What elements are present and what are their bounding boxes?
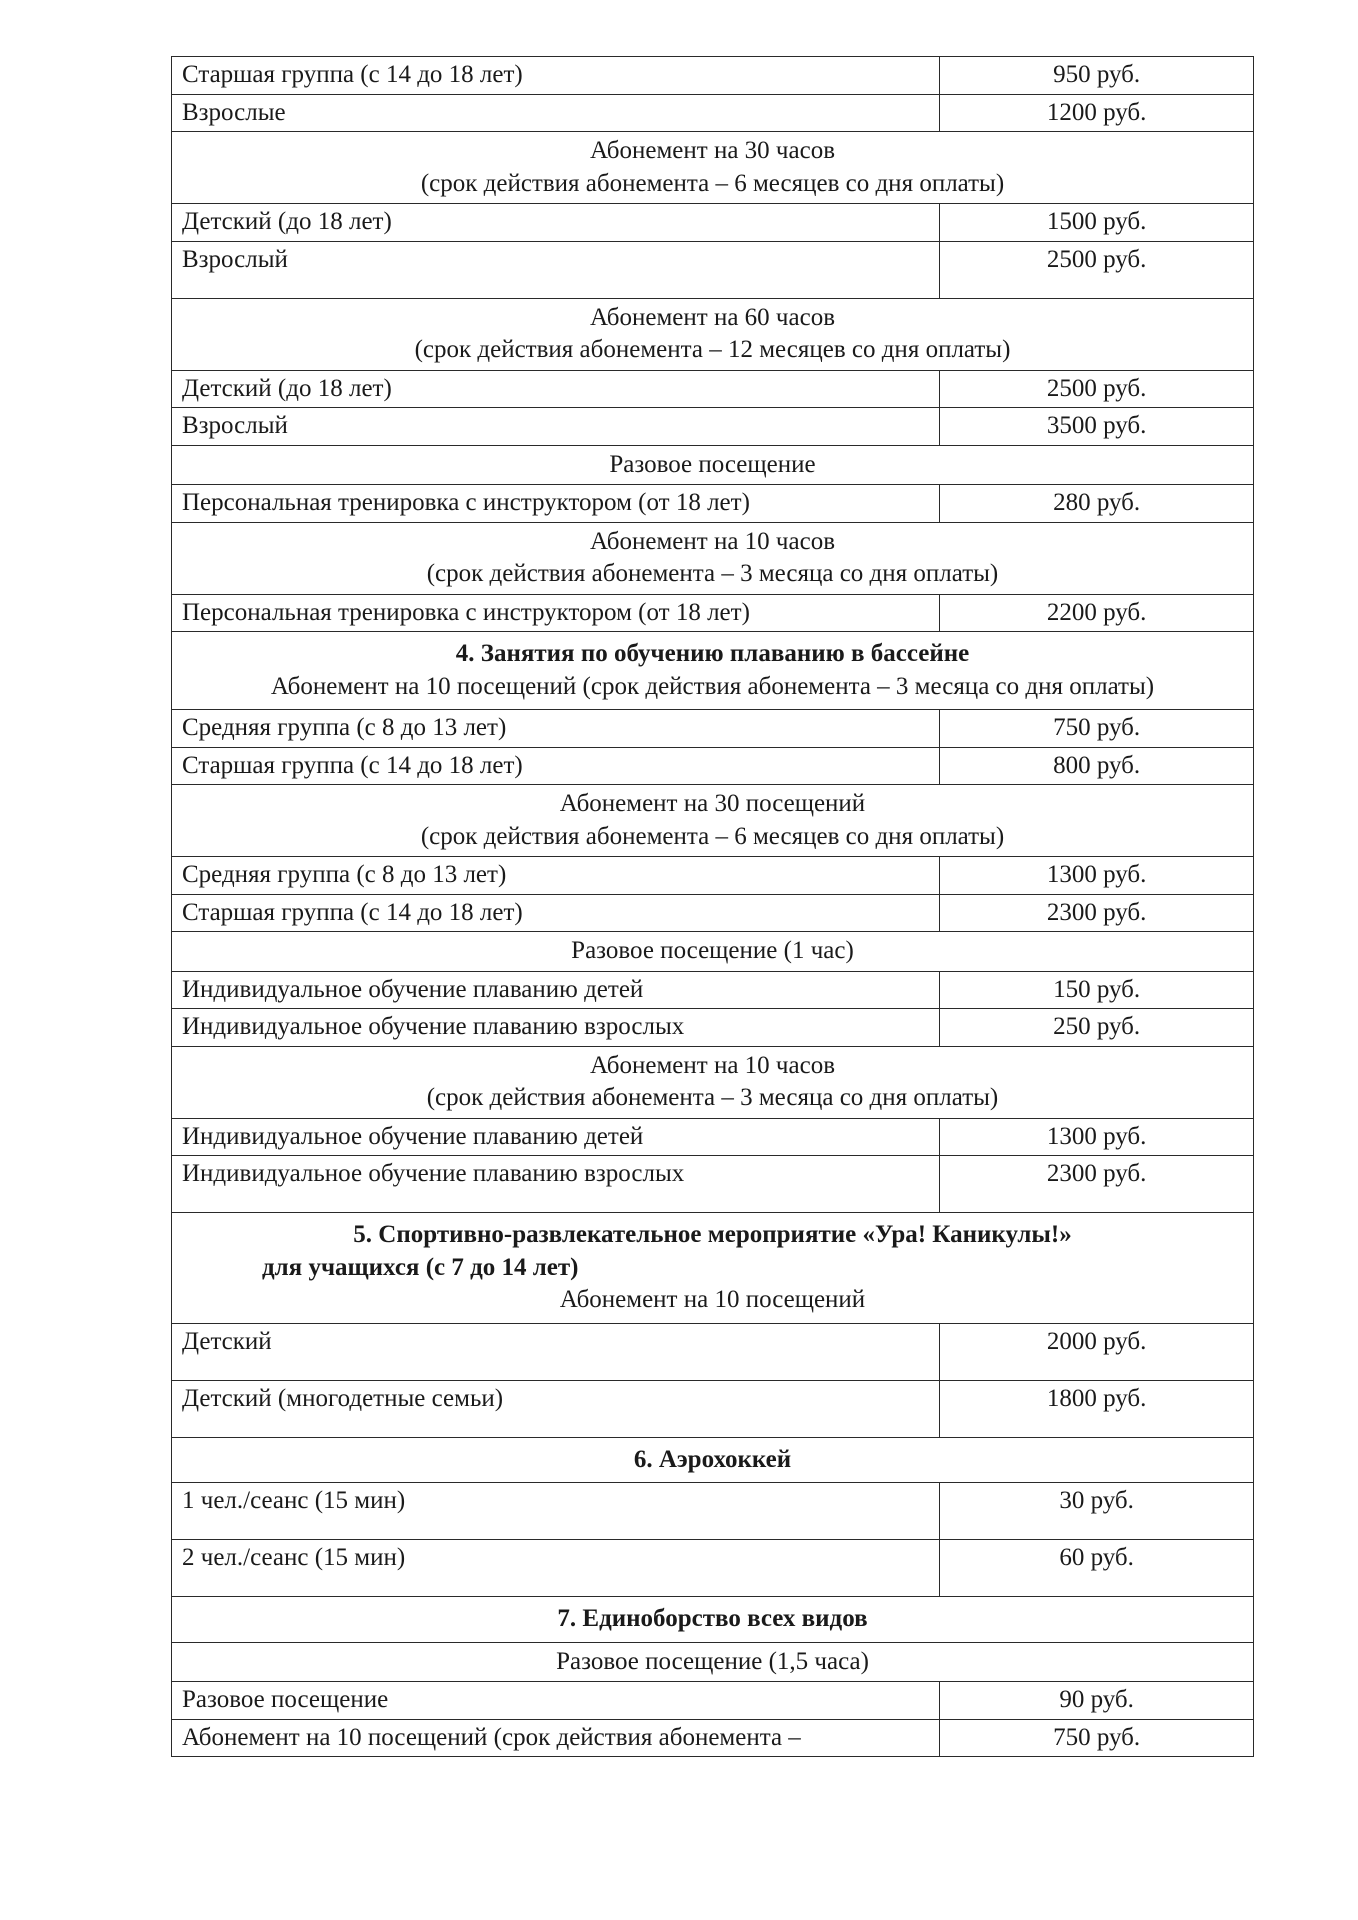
price-row xyxy=(172,485,1254,523)
price-row xyxy=(172,594,1254,632)
price-row xyxy=(172,1682,1254,1720)
price-row xyxy=(172,894,1254,932)
subheader-row xyxy=(172,445,1254,485)
section-title-line: 5. Спортивно-развлекательное мероприятие «Ура! Каникулы!» xyxy=(353,1221,1072,1248)
subscription-title-line: Разовое посещение xyxy=(609,450,816,478)
section-header-row xyxy=(172,632,1254,710)
subscription-title-line: Разовое посещение (1 час) xyxy=(571,937,854,964)
section-title-line: 6. Аэрохоккей xyxy=(633,1445,792,1473)
price-row xyxy=(172,1540,1254,1597)
service-price: 950 руб. xyxy=(940,57,1254,95)
service-name: Разовое посещение xyxy=(172,1682,940,1720)
service-name: Индивидуальное обучение плаванию детей xyxy=(172,1118,940,1156)
service-price: 2300 руб. xyxy=(940,1156,1254,1213)
service-name: Детский (до 18 лет) xyxy=(172,204,940,242)
subscription-title-line: Абонемент на 60 часов xyxy=(590,303,835,331)
service-name: Детский (до 18 лет) xyxy=(172,370,940,408)
price-row xyxy=(172,408,1254,446)
service-price: 60 руб. xyxy=(940,1540,1254,1597)
service-name: Персональная тренировка с инструктором (от 18 лет) xyxy=(172,594,940,632)
price-row xyxy=(172,1009,1254,1047)
subscription-title-line: (срок действия абонемента – 6 месяцев со дня оплаты) xyxy=(420,822,1005,850)
price-table-body xyxy=(172,57,1254,1757)
service-name: Взрослые xyxy=(172,94,940,132)
service-name: Индивидуальное обучение плаванию взрослых xyxy=(172,1009,940,1047)
price-row xyxy=(172,1156,1254,1213)
subscription-title xyxy=(172,522,1254,594)
service-name: Детский xyxy=(172,1323,940,1380)
service-name: 2 чел./сеанс (15 мин) xyxy=(172,1540,940,1597)
subscription-title-line: Абонемент на 10 часов xyxy=(590,527,835,555)
section-header-row xyxy=(172,1437,1254,1483)
subscription-title xyxy=(172,785,1254,857)
service-price: 2300 руб. xyxy=(940,894,1254,932)
price-row xyxy=(172,204,1254,242)
section-title xyxy=(172,1597,1254,1643)
subscription-title-line: Разовое посещение (1,5 часа) xyxy=(556,1647,869,1675)
subscription-title-line: (срок действия абонемента – 12 месяцев со дня оплаты) xyxy=(414,336,1011,363)
price-row xyxy=(172,710,1254,748)
subheader-row xyxy=(172,1642,1254,1682)
service-name: Персональная тренировка с инструктором (от 18 лет) xyxy=(172,485,940,523)
price-row xyxy=(172,1380,1254,1437)
service-name: Индивидуальное обучение плаванию взрослых xyxy=(172,1156,940,1213)
price-row xyxy=(172,1483,1254,1540)
subheader-row xyxy=(172,932,1254,972)
subheader-row xyxy=(172,298,1254,370)
service-price: 90 руб. xyxy=(940,1682,1254,1720)
price-row xyxy=(172,971,1254,1009)
service-name: Детский (многодетные семьи) xyxy=(172,1380,940,1437)
service-name: Старшая группа (с 14 до 18 лет) xyxy=(172,57,940,95)
subheader-row xyxy=(172,522,1254,594)
subheader-row xyxy=(172,785,1254,857)
service-price: 2500 руб. xyxy=(940,370,1254,408)
section-title-line: 4. Занятия по обучению плаванию в бассейне xyxy=(455,640,970,667)
subscription-title-line: Абонемент на 10 часов xyxy=(590,1051,835,1079)
section-title xyxy=(172,632,1254,710)
service-name: Абонемент на 10 посещений (срок действия абонемента – xyxy=(172,1719,940,1757)
subscription-title xyxy=(172,445,1254,485)
subscription-title-line: Абонемент на 10 посещений (срок действия абонемента – 3 месяца со дня оплаты) xyxy=(270,672,1155,700)
price-row xyxy=(172,370,1254,408)
service-name: Старшая группа (с 14 до 18 лет) xyxy=(172,894,940,932)
price-row xyxy=(172,57,1254,95)
subscription-title xyxy=(172,1046,1254,1118)
price-row xyxy=(172,241,1254,298)
service-price: 30 руб. xyxy=(940,1483,1254,1540)
section-title xyxy=(172,1437,1254,1483)
service-price: 1300 руб. xyxy=(940,1118,1254,1156)
subscription-title-line: (срок действия абонемента – 6 месяцев со дня оплаты) xyxy=(420,169,1005,197)
service-price: 2000 руб. xyxy=(940,1323,1254,1380)
service-price: 150 руб. xyxy=(940,971,1254,1009)
service-price: 2500 руб. xyxy=(940,241,1254,298)
section-header-row xyxy=(172,1597,1254,1643)
subscription-title xyxy=(172,298,1254,370)
service-price: 750 руб. xyxy=(940,1719,1254,1757)
service-price: 280 руб. xyxy=(940,485,1254,523)
price-row xyxy=(172,1323,1254,1380)
service-price: 2200 руб. xyxy=(940,594,1254,632)
price-row xyxy=(172,94,1254,132)
subscription-title xyxy=(172,132,1254,204)
subscription-title-line: (срок действия абонемента – 3 месяца со дня оплаты) xyxy=(426,560,999,587)
service-name: Средняя группа (с 8 до 13 лет) xyxy=(172,710,940,748)
service-price: 3500 руб. xyxy=(940,408,1254,446)
service-price: 800 руб. xyxy=(940,747,1254,785)
service-price: 250 руб. xyxy=(940,1009,1254,1047)
service-name: Средняя группа (с 8 до 13 лет) xyxy=(172,857,940,895)
price-row xyxy=(172,1118,1254,1156)
subscription-title xyxy=(172,932,1254,972)
service-price: 1300 руб. xyxy=(940,857,1254,895)
price-row xyxy=(172,857,1254,895)
service-name: 1 чел./сеанс (15 мин) xyxy=(172,1483,940,1540)
section-title-line: 7. Единоборство всех видов xyxy=(557,1605,868,1632)
service-price: 1200 руб. xyxy=(940,94,1254,132)
price-row xyxy=(172,1719,1254,1757)
service-name: Старшая группа (с 14 до 18 лет) xyxy=(172,747,940,785)
service-price: 750 руб. xyxy=(940,710,1254,748)
subheader-row xyxy=(172,1046,1254,1118)
price-table xyxy=(171,56,1254,1757)
price-list-page xyxy=(171,56,1254,1757)
subheader-row xyxy=(172,132,1254,204)
service-price: 1500 руб. xyxy=(940,204,1254,242)
subscription-title-line: Абонемент на 30 часов xyxy=(590,137,835,164)
subscription-title-line: (срок действия абонемента – 3 месяца со дня оплаты) xyxy=(426,1084,999,1111)
section-title-line: для учащихся (с 7 до 14 лет) xyxy=(262,1253,579,1281)
service-price: 1800 руб. xyxy=(940,1380,1254,1437)
service-name: Индивидуальное обучение плаванию детей xyxy=(172,971,940,1009)
service-name: Взрослый xyxy=(172,241,940,298)
service-name: Взрослый xyxy=(172,408,940,446)
section-title xyxy=(172,1213,1254,1324)
subscription-title-line: Абонемент на 30 посещений xyxy=(559,790,866,817)
price-row xyxy=(172,747,1254,785)
subscription-title-line: Абонемент на 10 посещений xyxy=(559,1286,866,1313)
subscription-title xyxy=(172,1642,1254,1682)
section-header-row xyxy=(172,1213,1254,1324)
